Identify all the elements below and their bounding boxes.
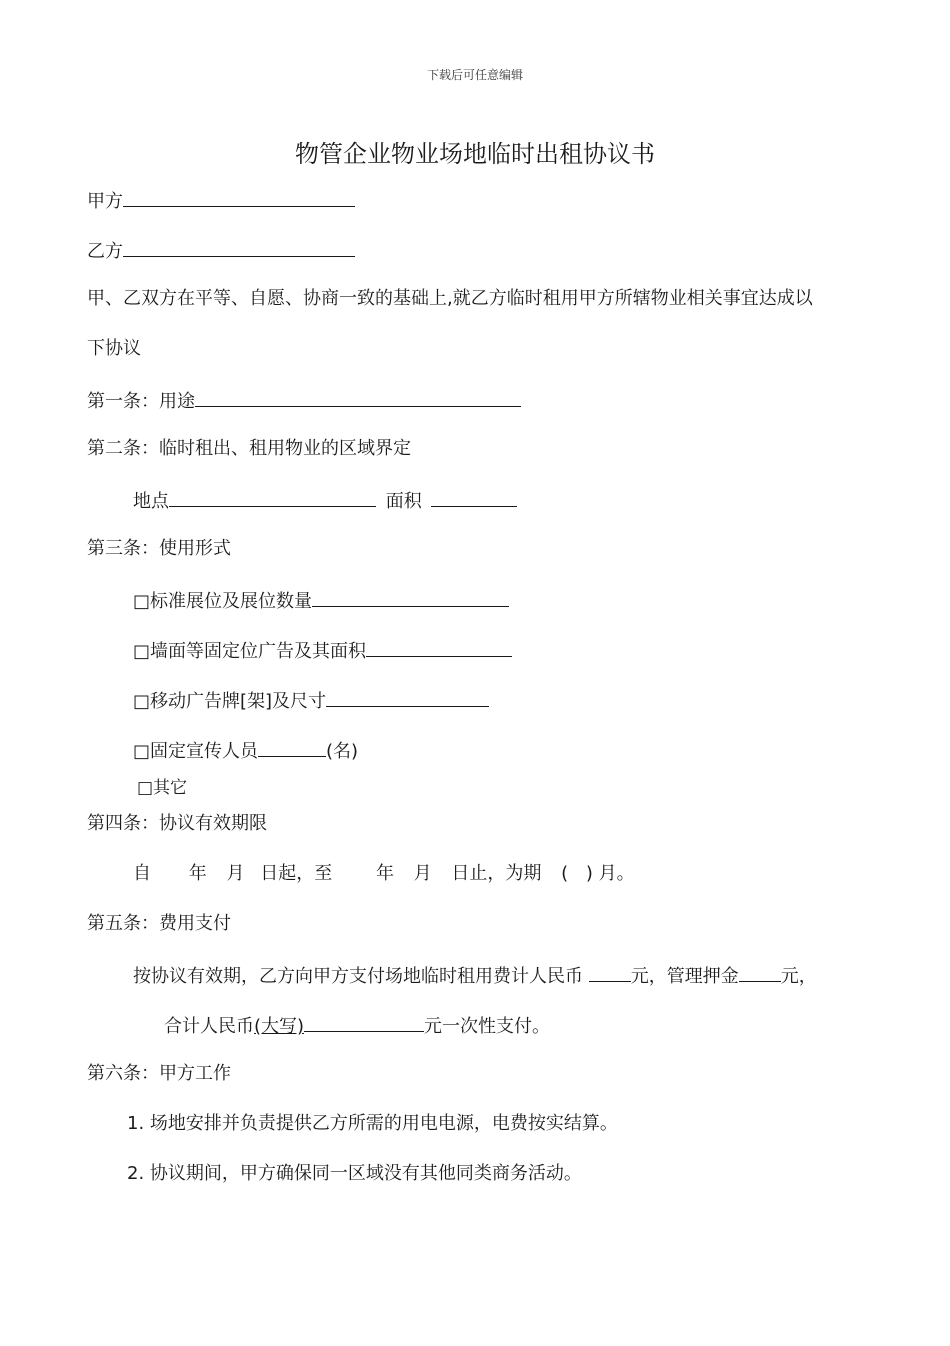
period-month-1: 月	[226, 863, 245, 884]
party-b-line	[87, 236, 355, 265]
article-3-heading: 第三条：使用形式	[87, 538, 231, 559]
article-4-period-line	[133, 861, 635, 887]
usage-option-3-blank	[326, 686, 489, 707]
article-1-label: 第一条：用途	[87, 391, 195, 412]
total-blank	[304, 1011, 424, 1032]
article-4-heading: 第四条：协议有效期限	[87, 813, 267, 834]
usage-option-1-blank	[312, 586, 509, 607]
location-blank	[169, 486, 376, 507]
location-label: 地点	[133, 491, 169, 512]
intro-line-2: 下协议	[87, 338, 141, 359]
usage-option-2-label: □墙面等固定位广告及其面积	[133, 641, 367, 662]
total-capital-label: (大写)	[254, 1016, 305, 1037]
total-text: 合计人民币	[164, 1016, 254, 1037]
party-a-blank	[123, 186, 355, 207]
usage-option-2	[133, 636, 512, 665]
usage-option-2-blank	[366, 636, 512, 657]
period-paren-open: (	[561, 863, 569, 884]
party-b-blank	[123, 236, 355, 257]
usage-option-3	[133, 686, 489, 715]
page-header: 下载后可任意编辑	[426, 68, 523, 82]
area-label: 面积	[385, 491, 422, 512]
usage-option-5: □其它	[137, 778, 188, 798]
period-month-2: 月	[413, 863, 432, 884]
total-end: 元一次性支付。	[424, 1016, 551, 1037]
fee-text: 按协议有效期，乙方向甲方支付场地临时租用费计人民币	[133, 966, 583, 987]
usage-option-4-unit: (名)	[326, 741, 359, 762]
deposit-unit: 元，	[780, 966, 817, 987]
period-year-2: 年	[375, 863, 394, 884]
intro-line-1: 甲、乙双方在平等、自愿、协商一致的基础上,就乙方临时租用甲方所辖物业相关事宜达成以	[87, 288, 813, 309]
party-a-line	[87, 186, 355, 215]
usage-option-1-label: □标准展位及展位数量	[133, 591, 313, 612]
period-day-2: 日止，为期	[451, 863, 542, 884]
article-2-heading: 第二条：临时租出、租用物业的区域界定	[87, 438, 411, 459]
party-b-label: 乙方	[87, 241, 123, 262]
document-title: 物管企业物业场地临时出租协议书	[295, 140, 655, 168]
usage-option-4	[133, 736, 358, 765]
period-end: 月。	[598, 863, 635, 884]
usage-option-1	[133, 586, 509, 615]
deposit-text: 元，管理押金	[630, 966, 739, 987]
article-6-item-2: 2. 协议期间，甲方确保同一区域没有其他同类商务活动。	[127, 1163, 582, 1184]
party-a-label: 甲方	[87, 191, 123, 212]
article-5-heading: 第五条：费用支付	[87, 913, 231, 934]
usage-option-4-blank	[258, 736, 326, 757]
article-5-line-2	[164, 1011, 550, 1040]
area-blank	[431, 486, 517, 507]
article-1	[87, 386, 521, 415]
usage-option-3-label: □移动广告牌[架]及尺寸	[133, 691, 327, 712]
purpose-blank	[195, 386, 521, 407]
article-5-line-1	[133, 961, 817, 990]
article-6-item-1: 1. 场地安排并负责提供乙方所需的用电电源，电费按实结算。	[127, 1113, 618, 1134]
period-day-1: 日起，至	[260, 863, 333, 884]
article-2-location-line	[133, 486, 517, 515]
fee-blank	[589, 961, 631, 982]
period-year-1: 年	[188, 863, 207, 884]
deposit-blank	[739, 961, 781, 982]
period-from: 自	[133, 863, 151, 884]
article-6-heading: 第六条：甲方工作	[87, 1063, 231, 1084]
period-paren-close: )	[585, 863, 593, 884]
usage-option-4-label: □固定宣传人员	[133, 741, 259, 762]
